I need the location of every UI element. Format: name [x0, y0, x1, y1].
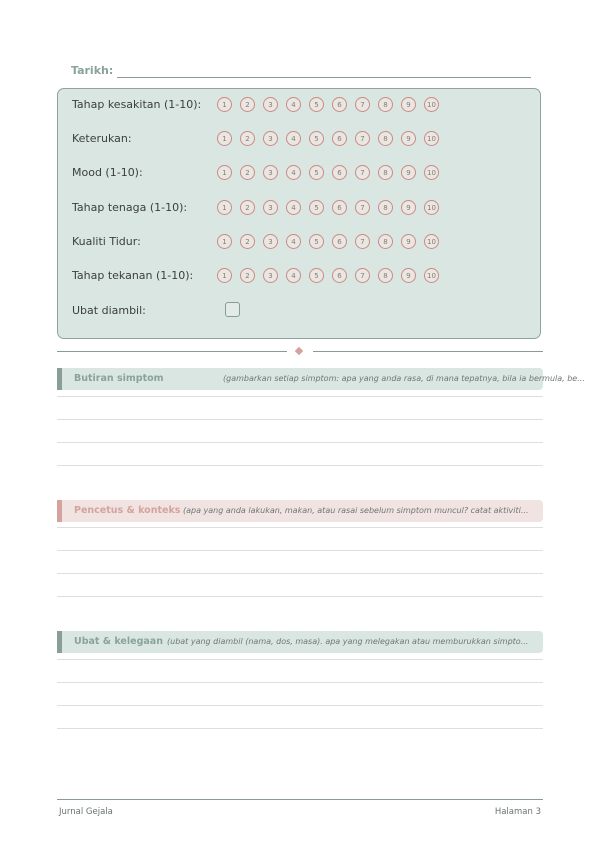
section-hint: (apa yang anda lakukan, makan, atau rasai sebelum simptom muncul? catat aktiviti... [183, 506, 529, 515]
rating-bubble-7[interactable]: 7 [355, 234, 370, 249]
rating-bubble-10[interactable]: 10 [424, 268, 439, 283]
rating-label: Kualiti Tidur: [72, 235, 141, 248]
rating-bubble-3[interactable]: 3 [263, 97, 278, 112]
rating-bubble-4[interactable]: 4 [286, 131, 301, 146]
rating-bubble-2[interactable]: 2 [240, 234, 255, 249]
rating-bubble-5[interactable]: 5 [309, 268, 324, 283]
rating-bubble-3[interactable]: 3 [263, 200, 278, 215]
rating-bubble-5[interactable]: 5 [309, 131, 324, 146]
writing-line[interactable] [57, 442, 543, 443]
writing-line[interactable] [57, 396, 543, 397]
writing-line[interactable] [57, 705, 543, 706]
writing-line[interactable] [57, 728, 543, 729]
rating-bubble-5[interactable]: 5 [309, 165, 324, 180]
rating-bubble-7[interactable]: 7 [355, 131, 370, 146]
rating-row-sleep [72, 231, 532, 253]
writing-line[interactable] [57, 550, 543, 551]
rating-bubble-2[interactable]: 2 [240, 268, 255, 283]
rating-bubble-8[interactable]: 8 [378, 97, 393, 112]
section-title: Butiran simptom [74, 373, 164, 384]
rating-label: Mood (1-10): [72, 166, 143, 179]
diamond-ornament-icon [295, 347, 303, 355]
rating-label: Keterukan: [72, 132, 132, 145]
section-hint: (gambarkan setiap simptom: apa yang anda rasa, di mana tepatnya, bila ia bermula, be... [223, 374, 585, 383]
rating-bubble-10[interactable]: 10 [424, 234, 439, 249]
writing-line[interactable] [57, 465, 543, 466]
rating-bubble-6[interactable]: 6 [332, 268, 347, 283]
section-title: Ubat & kelegaan [74, 636, 163, 647]
rating-bubble-9[interactable]: 9 [401, 234, 416, 249]
rating-bubble-1[interactable]: 1 [217, 165, 232, 180]
rating-bubble-4[interactable]: 4 [286, 234, 301, 249]
rating-bubble-4[interactable]: 4 [286, 97, 301, 112]
rating-row-severity [72, 128, 532, 150]
rating-bubble-5[interactable]: 5 [309, 97, 324, 112]
rating-bubble-4[interactable]: 4 [286, 268, 301, 283]
section-header-medication-relief [57, 631, 543, 653]
rating-bubble-2[interactable]: 2 [240, 131, 255, 146]
date-row [71, 62, 531, 80]
writing-line[interactable] [57, 573, 543, 574]
rating-scale [217, 268, 447, 283]
writing-line[interactable] [57, 659, 543, 660]
footer-page-number: Halaman 3 [494, 807, 541, 817]
rating-bubble-8[interactable]: 8 [378, 131, 393, 146]
rating-bubble-7[interactable]: 7 [355, 268, 370, 283]
rating-bubble-10[interactable]: 10 [424, 97, 439, 112]
date-input-line[interactable] [117, 77, 531, 78]
rating-bubble-9[interactable]: 9 [401, 200, 416, 215]
rating-bubble-9[interactable]: 9 [401, 131, 416, 146]
rating-label: Tahap kesakitan (1-10): [72, 98, 202, 111]
section-accent-bar [57, 368, 62, 390]
rating-bubble-1[interactable]: 1 [217, 97, 232, 112]
writing-line[interactable] [57, 419, 543, 420]
rating-bubble-6[interactable]: 6 [332, 200, 347, 215]
rating-bubble-1[interactable]: 1 [217, 268, 232, 283]
section-accent-bar [57, 500, 62, 522]
rating-bubble-6[interactable]: 6 [332, 165, 347, 180]
section-accent-bar [57, 631, 62, 653]
rating-bubble-7[interactable]: 7 [355, 200, 370, 215]
rating-bubble-7[interactable]: 7 [355, 165, 370, 180]
rating-scale [217, 200, 447, 215]
rating-bubble-1[interactable]: 1 [217, 234, 232, 249]
rating-bubble-2[interactable]: 2 [240, 200, 255, 215]
rating-bubble-6[interactable]: 6 [332, 97, 347, 112]
rating-bubble-4[interactable]: 4 [286, 165, 301, 180]
rating-bubble-1[interactable]: 1 [217, 131, 232, 146]
rating-bubble-3[interactable]: 3 [263, 131, 278, 146]
rating-bubble-8[interactable]: 8 [378, 165, 393, 180]
section-hint: (ubat yang diambil (nama, dos, masa). apa yang melegakan atau memburukkan simpto... [167, 637, 529, 646]
rating-bubble-9[interactable]: 9 [401, 165, 416, 180]
rating-bubble-9[interactable]: 9 [401, 268, 416, 283]
rating-bubble-9[interactable]: 9 [401, 97, 416, 112]
section-header-triggers-context [57, 500, 543, 522]
rating-bubble-5[interactable]: 5 [309, 200, 324, 215]
writing-line[interactable] [57, 682, 543, 683]
section-title: Pencetus & konteks [74, 505, 181, 516]
medication-row [72, 300, 532, 322]
medication-checkbox[interactable] [225, 302, 240, 317]
rating-bubble-1[interactable]: 1 [217, 200, 232, 215]
rating-bubble-7[interactable]: 7 [355, 97, 370, 112]
daily-rating-panel [57, 88, 541, 339]
rating-label: Tahap tenaga (1-10): [72, 201, 188, 214]
divider-line-right [313, 351, 543, 352]
divider-line-left [57, 351, 287, 352]
rating-bubble-4[interactable]: 4 [286, 200, 301, 215]
footer-journal-title: Jurnal Gejala [59, 807, 113, 817]
rating-bubble-2[interactable]: 2 [240, 97, 255, 112]
date-label: Tarikh: [71, 64, 114, 77]
writing-line[interactable] [57, 596, 543, 597]
rating-bubble-3[interactable]: 3 [263, 165, 278, 180]
rating-row-pain [72, 94, 532, 116]
rating-bubble-8[interactable]: 8 [378, 268, 393, 283]
rating-row-mood [72, 162, 532, 184]
rating-row-stress [72, 265, 532, 287]
rating-scale [217, 234, 447, 249]
rating-bubble-3[interactable]: 3 [263, 234, 278, 249]
rating-bubble-5[interactable]: 5 [309, 234, 324, 249]
rating-bubble-10[interactable]: 10 [424, 200, 439, 215]
rating-row-energy [72, 197, 532, 219]
rating-bubble-10[interactable]: 10 [424, 131, 439, 146]
rating-bubble-8[interactable]: 8 [378, 234, 393, 249]
rating-bubble-8[interactable]: 8 [378, 200, 393, 215]
rating-label: Tahap tekanan (1-10): [72, 269, 194, 282]
rating-bubble-10[interactable]: 10 [424, 165, 439, 180]
section-header-symptom-details [57, 368, 585, 390]
rating-scale [217, 131, 447, 146]
footer-rule [57, 799, 543, 800]
rating-bubble-6[interactable]: 6 [332, 131, 347, 146]
rating-scale [217, 97, 447, 112]
rating-bubble-2[interactable]: 2 [240, 165, 255, 180]
section-divider [57, 350, 543, 354]
rating-bubble-3[interactable]: 3 [263, 268, 278, 283]
medication-label: Ubat diambil: [72, 304, 146, 317]
writing-line[interactable] [57, 527, 543, 528]
rating-bubble-6[interactable]: 6 [332, 234, 347, 249]
rating-scale [217, 165, 447, 180]
